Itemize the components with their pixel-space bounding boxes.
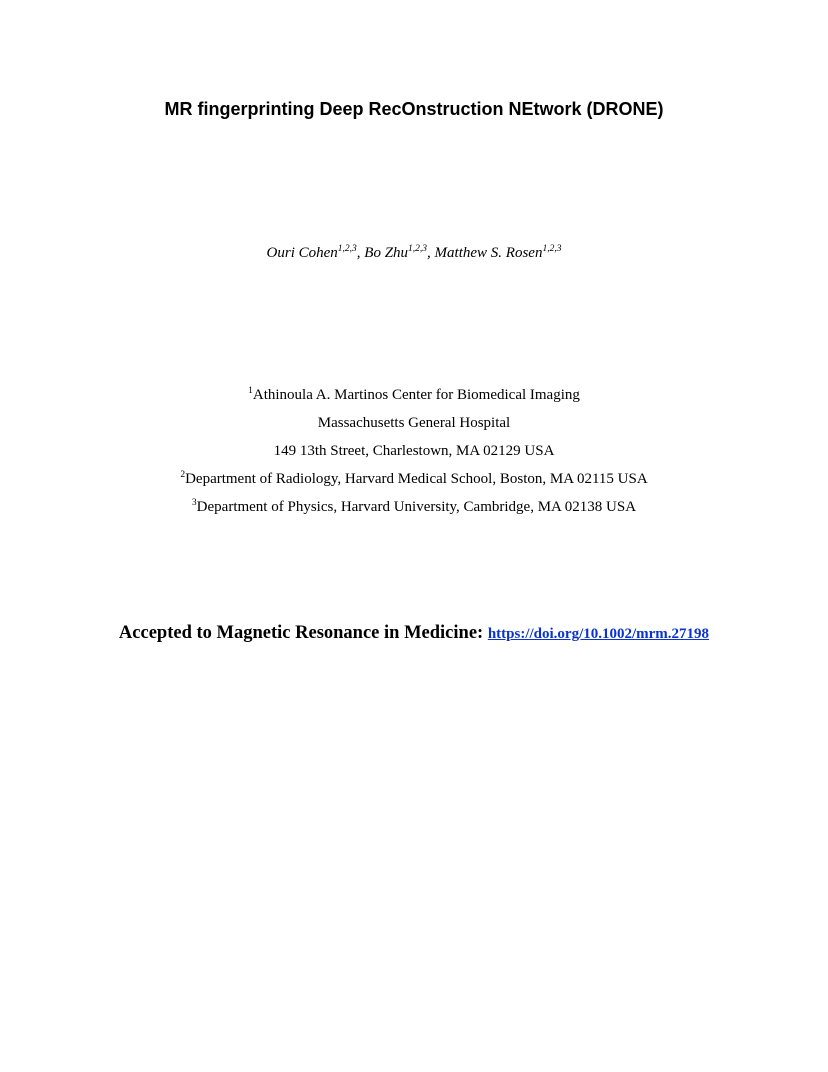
affiliation-text: Athinoula A. Martinos Center for Biomedical Imaging xyxy=(252,387,580,403)
paper-title: MR fingerprinting Deep RecOnstruction NEtwork (DRONE) xyxy=(164,99,664,119)
affiliation-marker: 1 xyxy=(248,386,253,396)
author-separator: , xyxy=(427,245,435,261)
affiliation-marker: 2 xyxy=(180,470,186,480)
affiliation-line xyxy=(0,439,828,467)
author-name: Matthew S. Rosen xyxy=(434,245,543,261)
acceptance-label: Accepted to Magnetic Resonance in Medicine: xyxy=(118,623,484,643)
author-affiliation-marker: 1,2,3 xyxy=(337,244,357,254)
affiliation-line xyxy=(0,411,828,439)
doi-link[interactable]: https://doi.org/10.1002/mrm.27198 xyxy=(487,626,710,642)
author-name: Ouri Cohen xyxy=(266,245,338,261)
author-separator: , xyxy=(356,245,365,261)
affiliations xyxy=(0,383,828,523)
affiliation-marker: 3 xyxy=(191,498,197,508)
affiliation-text: 149 13th Street, Charlestown, MA 02129 USA xyxy=(273,443,555,459)
author-affiliation-marker: 1,2,3 xyxy=(542,244,562,254)
affiliation-line xyxy=(0,383,828,411)
affiliation-line xyxy=(0,467,828,495)
acceptance-notice xyxy=(0,620,828,647)
affiliation-text: Massachusetts General Hospital xyxy=(317,415,511,431)
author-affiliation-marker: 1,2,3 xyxy=(408,244,428,254)
affiliation-line xyxy=(0,495,828,523)
affiliation-text: Department of Physics, Harvard University, Cambridge, MA 02138 USA xyxy=(196,499,637,515)
affiliation-text: Department of Radiology, Harvard Medical School, Boston, MA 02115 USA xyxy=(185,471,648,487)
author-name: Bo Zhu xyxy=(364,245,409,261)
author-list xyxy=(0,241,828,265)
